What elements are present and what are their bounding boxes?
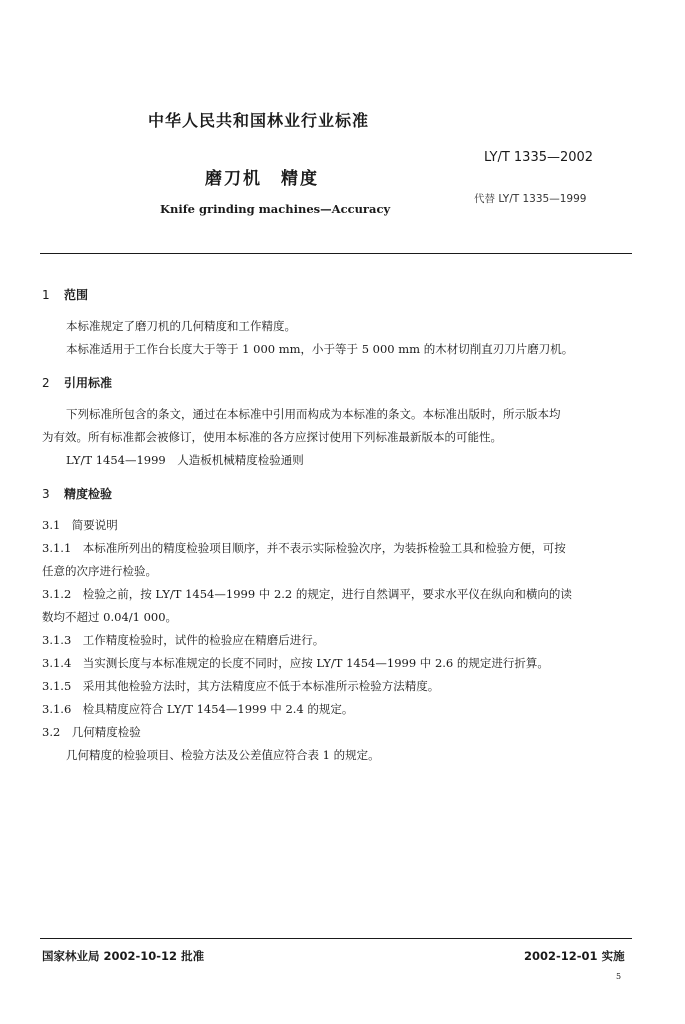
clause-3-1-2-line-2: 数均不超过 0.04/1 000。 [42, 610, 178, 624]
industry-standard-title: 中华人民共和国林业行业标准 [148, 111, 370, 130]
section-1-title: 范围 [64, 288, 89, 302]
approval-date: 国家林业局 2002-10-12 批准 [42, 949, 205, 963]
clause-3-1-4: 3.1.4 当实测长度与本标准规定的长度不同时，应按 LY/T 1454—1999 中 2.6 的规定进行折算。 [42, 656, 549, 670]
clause-3-1-1-line-2: 任意的次序进行检验。 [42, 564, 157, 578]
section-1-heading [42, 286, 88, 303]
section-1-para-2: 本标准适用于工作台长度大于等于 1 000 mm，小于等于 5 000 mm 的木材切削直刃刀片磨刀机。 [66, 342, 574, 356]
section-2-reference: LY/T 1454—1999 人造板机械精度检验通则 [66, 453, 304, 467]
page-number: 5 [616, 972, 622, 981]
footer-divider [40, 938, 632, 939]
replaces-standard: 代替 LY/T 1335—1999 [474, 193, 587, 205]
clause-3-1-2-line-1: 3.1.2 检验之前，按 LY/T 1454—1999 中 2.2 的规定，进行自然调平，要求水平仪在纵向和横向的读 [42, 587, 572, 601]
clause-3-1-5: 3.1.5 采用其他检验方法时，其方法精度应不低于本标准所示检验方法精度。 [42, 679, 440, 693]
section-2-heading [42, 374, 112, 391]
section-3-heading [42, 485, 112, 502]
section-1-para-1: 本标准规定了磨刀机的几何精度和工作精度。 [66, 319, 296, 333]
clause-3-2: 3.2 几何精度检验 [42, 725, 141, 739]
clause-3-1-6: 3.1.6 检具精度应符合 LY/T 1454—1999 中 2.4 的规定。 [42, 702, 354, 716]
section-3-title: 精度检验 [64, 487, 113, 501]
document-title-en: Knife grinding machines—Accuracy [160, 202, 391, 216]
clause-3-1: 3.1 简要说明 [42, 518, 118, 532]
clause-3-1-3: 3.1.3 工作精度检验时，试件的检验应在精磨后进行。 [42, 633, 325, 647]
section-1-number: 1 [42, 288, 50, 302]
section-2-number: 2 [42, 376, 50, 390]
header-divider [40, 253, 632, 254]
standard-number: LY/T 1335—2002 [484, 150, 594, 165]
section-2-para-line-1: 下列标准所包含的条文，通过在本标准中引用而构成为本标准的条文。本标准出版时，所示版本均 [66, 407, 561, 421]
implementation-date: 2002-12-01 实施 [524, 949, 625, 963]
clause-3-2-para: 几何精度的检验项目、检验方法及公差值应符合表 1 的规定。 [66, 748, 380, 762]
document-title-cn: 磨刀机 精度 [205, 169, 319, 189]
section-2-title: 引用标准 [64, 376, 113, 390]
clause-3-1-1-line-1: 3.1.1 本标准所列出的精度检验项目顺序，并不表示实际检验次序，为装拆检验工具和检验方便，可按 [42, 541, 566, 555]
section-3-number: 3 [42, 487, 50, 501]
section-2-para-line-2: 为有效。所有标准都会被修订，使用本标准的各方应探讨使用下列标准最新版本的可能性。 [42, 430, 502, 444]
